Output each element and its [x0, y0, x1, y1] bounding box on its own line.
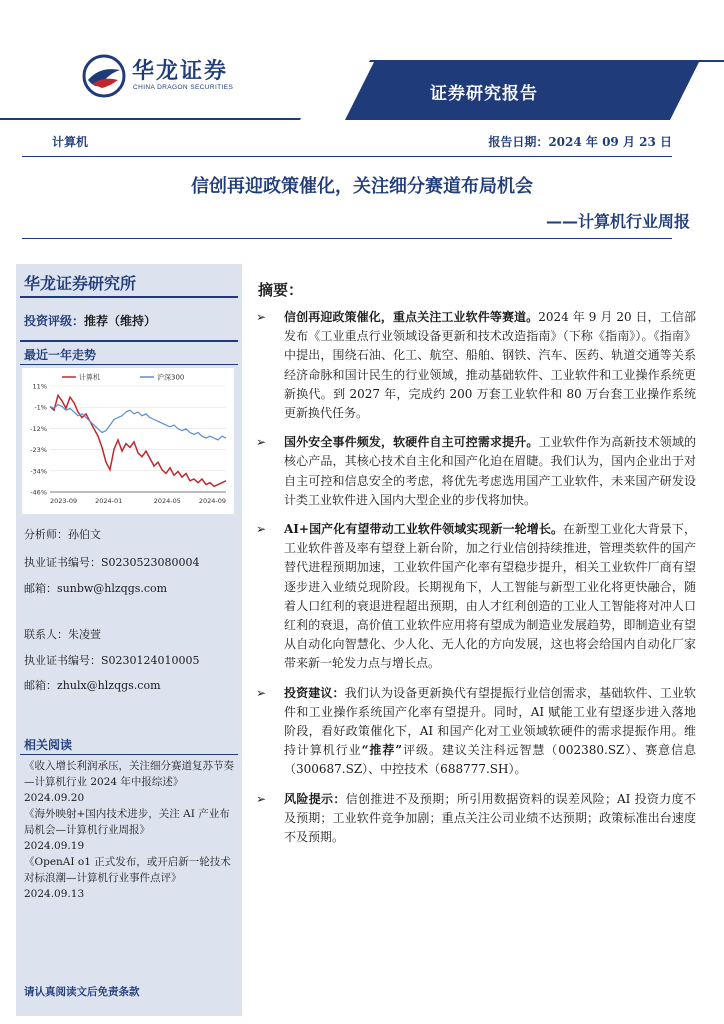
page-title: 信创再迎政策催化，关注细分赛道布局机会	[191, 176, 533, 197]
trend-title: 最近一年走势	[24, 348, 97, 362]
bullet-body: 我们认为设备更新换代有望提振行业信创需求，基础软件、工业软件和工业操作系统国产化率有望提升。同时，AI 赋能工业有望逐步进入落地阶段，看好政策催化下，AI 和国产化对工业领域软硬件的需求提振作用。维持计算机行业	[284, 685, 696, 758]
abstract-label: 摘要：	[258, 281, 304, 299]
related-item-title: 《海外映射+国内技术进步，关注 AI 产业布局机会—计算机行业周报》	[24, 808, 230, 836]
divider	[20, 296, 238, 298]
bullet-body: 2024 年 9 月 20 日，工信部发布《工业重点行业领域设备更新和技术改造指南》（下称《指南》）。《指南》中提出，围绕石油、化工、航空、船舶、钢铁、汽车、医药、轨道交通等关系经济命脉和国计民生的行业领域，推动基础软件、工业软件和工业操作系统更新换代。到 2027 年，完成约 200 万套工业软件和 80 万台套工业操作系统更新换代任务。	[284, 310, 696, 421]
divider	[20, 340, 238, 342]
y-tick-label: -34%	[30, 467, 47, 476]
related-item-date: 2024.09.13	[24, 888, 85, 900]
related-item[interactable]	[24, 806, 236, 854]
divider	[22, 156, 672, 157]
legend-label: 沪深300	[157, 373, 185, 382]
y-tick-label: -23%	[30, 446, 47, 455]
related-item[interactable]	[24, 758, 236, 806]
bullet-lead: AI+国产化有望带动工业软件领域实现新一轮增长。	[284, 522, 564, 537]
related-item[interactable]	[24, 854, 236, 902]
analyst1-license: 执业证书编号：S0230523080004	[24, 556, 200, 569]
header-banner	[0, 60, 724, 120]
arrow-bullet-icon: ➢	[256, 791, 267, 806]
abstract-bullet	[256, 520, 696, 674]
abstract-bullet	[256, 790, 696, 848]
bullet-body: 工业软件作为高新技术领域的核心产品，其核心技术自主化和国产化迫在眉睫。我们认为，国内企业出于对自主可控和信息安全的考虑，将优先考虑选用国产工业软件，未来国产研发设计类工业软件进入国内大型企业的步伐将加快。	[284, 435, 696, 507]
y-tick-label: -12%	[30, 424, 47, 433]
y-tick-label: 11%	[32, 382, 47, 391]
abstract-bullet	[256, 308, 696, 423]
related-item-date: 2024.09.19	[24, 840, 85, 852]
divider	[22, 238, 672, 239]
x-tick-label: 2024-05	[153, 497, 181, 505]
analyst1-name: 分析师：孙伯文	[24, 528, 101, 541]
related-list	[24, 758, 236, 902]
arrow-bullet-icon: ➢	[256, 522, 267, 537]
divider	[20, 754, 238, 755]
report-date: 报告日期：2024 年 09 月 23 日	[488, 135, 672, 149]
bullet-lead: 风险提示：	[284, 791, 346, 806]
institute-name: 华龙证券研究所	[24, 274, 137, 293]
rating-label: 投资评级：	[24, 314, 85, 328]
page-subtitle: ——计算机行业周报	[545, 212, 690, 231]
industry-label: 计算机	[52, 135, 89, 149]
brand-name-en: CHINA DRAGON SECURITIES	[133, 84, 234, 91]
rating	[24, 312, 156, 329]
bullet-body: 在新型工业化大背景下，工业软件普及率有望登上新台阶，加之行业信创持续推进，管理类软件的国产替代进程预期加速，工业软件国产化率有望稳步提升，相关工业软件厂商有望逐步进入业绩兑现阶段。长期视角下，人工智能与新型工业化将更快融合，随着人口红利的衰退进程超出预期，由人才红利创造的工业人工智能将对冲人口红利的衰退，高价值工业软件应用将有望成为制造业发展趋势，即制造业有望从自动化向智慧化、少人化、无人化的方向发展，这也将会给国内自动化厂家带来新一轮发力点与增长点。	[284, 522, 696, 671]
analyst1-email: 邮箱：sunbw@hlzqgs.com	[24, 582, 168, 595]
report-type: 证券研究报告	[430, 84, 538, 104]
meta-row	[52, 133, 672, 153]
related-item-title: 《OpenAI o1 正式发布，或开启新一轮技术对标浪潮—计算机行业事件点评》	[24, 856, 231, 884]
x-tick-label: 2024-09	[198, 497, 226, 505]
rating-value: 推荐（维持）	[84, 314, 157, 328]
brand-name-cn: 华龙证券	[132, 59, 229, 84]
arrow-bullet-icon: ➢	[256, 310, 267, 324]
analyst2-email: 邮箱：zhulx@hlzqgs.com	[24, 679, 161, 692]
arrow-bullet-icon: ➢	[256, 435, 267, 450]
bullet-lead: 投资建议：	[284, 685, 345, 700]
analyst2-license: 执业证书编号：S0230124010005	[24, 654, 200, 667]
y-tick-label: -1%	[34, 403, 47, 412]
trend-chart	[22, 368, 234, 514]
abstract-bullet	[256, 684, 696, 780]
bullet-body: 评级。建议关注科远智慧（002380.SZ）、赛意信息（300687.SZ）、中控技术（688777.SH）。	[284, 743, 696, 777]
related-item-date: 2024.09.20	[24, 792, 85, 804]
legend-label: 计算机	[79, 373, 100, 382]
analyst2-name: 联系人：朱凌萱	[24, 628, 101, 641]
bullet-lead: 国外安全事件频发，软硬件自主可控需求提升。	[284, 435, 539, 450]
abstract-bullet	[256, 433, 696, 510]
rating-highlight: “推荐”	[361, 743, 403, 758]
x-tick-label: 2023-09	[50, 497, 78, 505]
bullet-lead: 信创再迎政策催化，重点关注工业软件等赛道。	[284, 310, 539, 324]
bullet-body: 信创推进不及预期；所引用数据资料的误差风险；AI 投资力度不及预期；工业软件竞争加剧；重点关注公司业绩不达预期；政策标准出台速度不及预期。	[284, 791, 696, 845]
sidebar	[16, 264, 242, 1016]
divider	[20, 364, 238, 365]
arrow-bullet-icon: ➢	[256, 685, 267, 700]
y-tick-label: -46%	[30, 488, 47, 497]
abstract-bullets	[256, 308, 696, 857]
related-title: 相关阅读	[24, 738, 73, 752]
related-item-title: 《收入增长利润承压，关注细分赛道复苏节奏—计算机行业 2024 年中报综述》	[24, 760, 234, 788]
x-tick-label: 2024-01	[95, 497, 123, 505]
disclaimer: 请认真阅读文后免责条款	[24, 986, 140, 998]
